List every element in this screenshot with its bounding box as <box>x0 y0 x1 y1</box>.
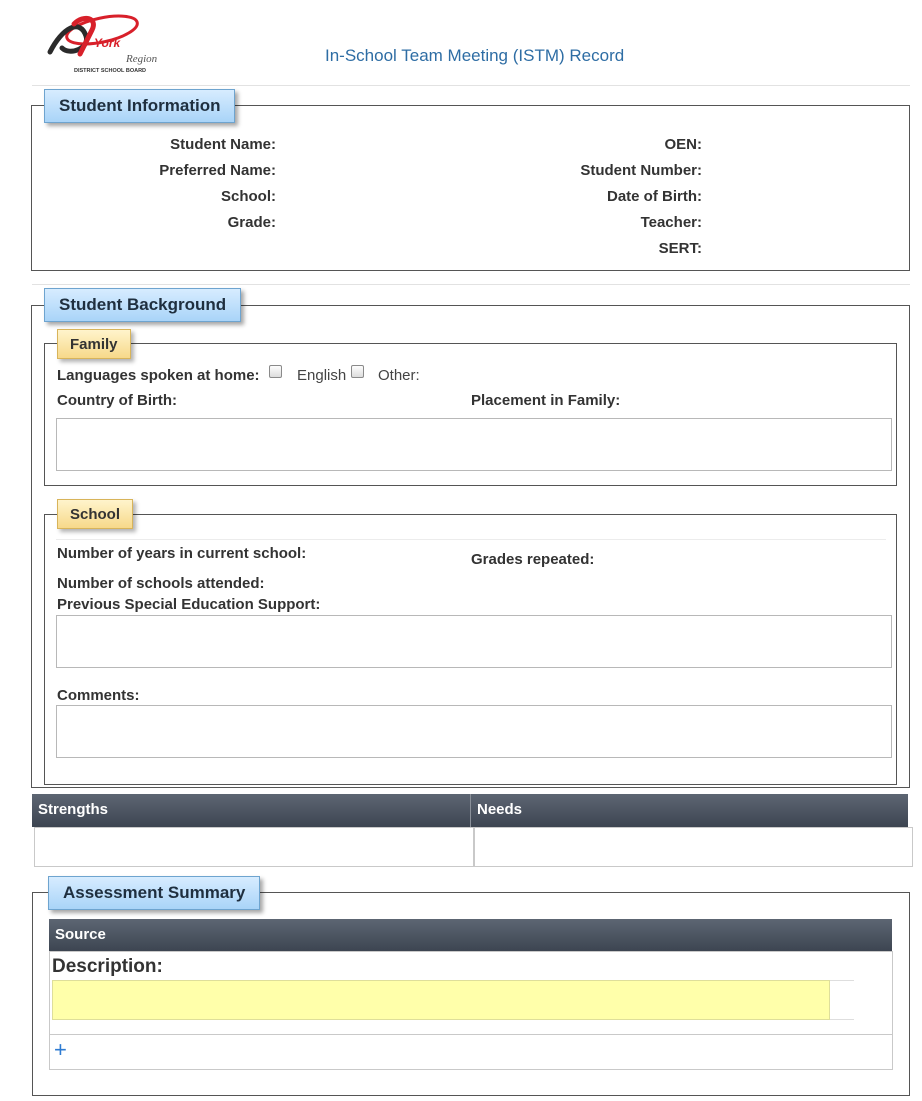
add-row-area <box>49 1034 893 1070</box>
oen-label: OEN: <box>664 136 702 153</box>
date-of-birth-label: Date of Birth: <box>607 188 702 205</box>
section-divider <box>32 284 910 285</box>
comments-textarea[interactable] <box>56 705 892 758</box>
student-name-label: Student Name: <box>170 136 276 153</box>
strengths-input[interactable] <box>34 827 474 867</box>
schools-attended-label: Number of schools attended: <box>57 575 265 592</box>
needs-header: Needs <box>471 794 908 827</box>
page-title[interactable]: In-School Team Meeting (ISTM) Record <box>325 46 625 65</box>
english-option-label: English <box>297 367 347 384</box>
previous-support-label: Previous Special Education Support: <box>57 596 321 613</box>
needs-input[interactable] <box>474 827 913 867</box>
svg-text:York: York <box>94 36 121 50</box>
years-in-school-label: Number of years in current school: <box>57 545 307 562</box>
strengths-header: Strengths <box>32 794 471 827</box>
svg-text:DISTRICT SCHOOL BOARD: DISTRICT SCHOOL BOARD <box>74 68 147 74</box>
student-background-legend: Student Background <box>44 288 241 322</box>
languages-label: Languages spoken at home: <box>57 367 260 384</box>
grade-label: Grade: <box>227 214 276 231</box>
student-information-legend: Student Information <box>44 89 235 123</box>
english-checkbox[interactable] <box>269 365 282 378</box>
school-divider <box>56 539 886 540</box>
description-input-edge <box>830 980 854 1020</box>
svg-text:Region: Region <box>126 53 158 65</box>
add-assessment-plus-icon[interactable]: + <box>54 1037 67 1062</box>
family-legend: Family <box>57 329 131 359</box>
other-checkbox[interactable] <box>351 365 364 378</box>
teacher-label: Teacher: <box>640 214 702 231</box>
comments-label: Comments: <box>57 687 140 704</box>
description-input[interactable] <box>52 980 830 1020</box>
description-label: Description: <box>52 956 163 977</box>
student-number-label: Student Number: <box>580 162 702 179</box>
family-notes-textarea[interactable] <box>56 418 892 471</box>
country-of-birth-label: Country of Birth: <box>57 392 177 409</box>
placement-in-family-label: Placement in Family: <box>471 392 621 409</box>
previous-support-textarea[interactable] <box>56 615 892 668</box>
school-label: School: <box>221 188 276 205</box>
source-header: Source <box>49 919 892 951</box>
school-legend: School <box>57 499 133 529</box>
grades-repeated-label: Grades repeated: <box>471 551 595 568</box>
preferred-name-label: Preferred Name: <box>159 162 276 179</box>
sert-label: SERT: <box>658 240 702 257</box>
assessment-summary-legend: Assessment Summary <box>48 876 260 910</box>
other-option-label: Other: <box>378 367 420 384</box>
header-divider <box>32 85 910 86</box>
york-region-logo <box>40 8 170 74</box>
